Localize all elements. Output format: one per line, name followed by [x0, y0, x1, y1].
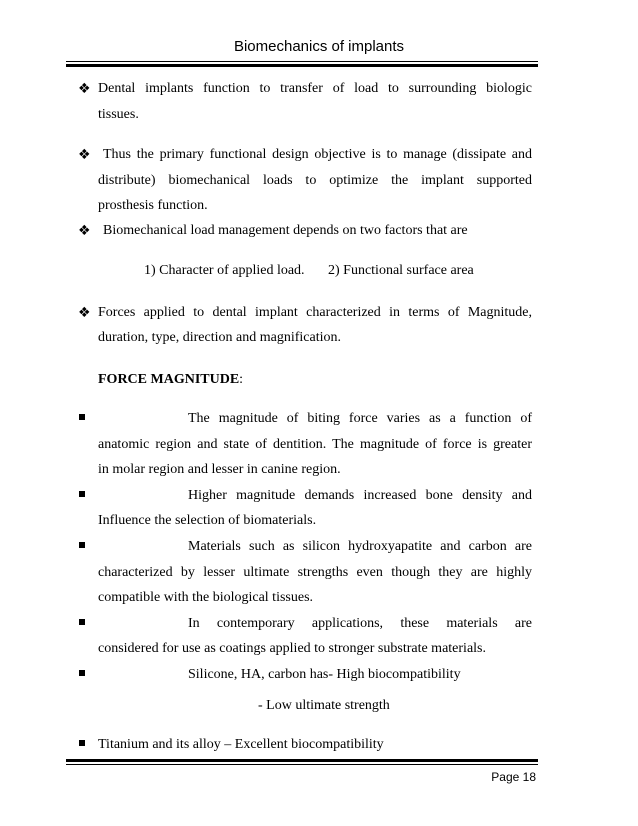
square-bullet-icon	[79, 670, 85, 676]
section-heading-colon: :	[239, 372, 244, 387]
item-4-line-2: considered for use as coatings applied to stronger substrate materials.	[98, 641, 486, 656]
bullet-1-line-2: tissues.	[98, 107, 139, 122]
diamond-bullet-icon: ❖	[78, 305, 91, 321]
section-heading	[98, 371, 243, 389]
item-5-line-2: - Low ultimate strength	[258, 698, 390, 713]
square-bullet-icon	[79, 491, 85, 497]
item-1-line-1: The magnitude of biting force varies as a function of	[188, 411, 532, 426]
item-5-line-1: Silicone, HA, carbon has- High biocompatibility	[188, 667, 461, 682]
header-rule	[66, 61, 538, 62]
item-3-line-2: characterized by lesser ultimate strengths even though they are highly	[98, 565, 532, 580]
factor-1: 1) Character of applied load.	[144, 263, 305, 278]
bullet-4-line-2: duration, type, direction and magnification.	[98, 330, 341, 345]
square-bullet-icon	[79, 740, 85, 746]
diamond-bullet-icon: ❖	[78, 81, 91, 97]
item-6-line-1: Titanium and its alloy – Excellent biocompatibility	[98, 737, 384, 752]
item-1-line-3: in molar region and lesser in canine region.	[98, 462, 341, 477]
bullet-2-line-1: Thus the primary functional design objective is to manage (dissipate and	[103, 147, 532, 162]
section-heading-text: FORCE MAGNITUDE	[98, 372, 240, 387]
factor-2: 2) Functional surface area	[328, 263, 474, 278]
bullet-4-line-1: Forces applied to dental implant characterized in terms of Magnitude,	[98, 305, 532, 320]
footer-rule	[66, 764, 538, 765]
footer-rule-thick	[66, 759, 538, 762]
square-bullet-icon	[79, 542, 85, 548]
square-bullet-icon	[79, 619, 85, 625]
page-number: Page 18	[491, 770, 536, 784]
bullet-2-line-2: distribute) biomechanical loads to optimize the implant supported	[98, 173, 532, 188]
diamond-bullet-icon: ❖	[78, 147, 91, 163]
item-1-line-2: anatomic region and state of dentition. The magnitude of force is greater	[98, 437, 532, 452]
diamond-bullet-icon: ❖	[78, 223, 91, 239]
square-bullet-icon	[79, 414, 85, 420]
bullet-2-line-3: prosthesis function.	[98, 198, 208, 213]
bullet-1-line-1: Dental implants function to transfer of load to surrounding biologic	[98, 81, 532, 96]
item-3-line-1: Materials such as silicon hydroxyapatite and carbon are	[188, 539, 532, 554]
item-2-line-1: Higher magnitude demands increased bone density and	[188, 488, 532, 503]
item-2-line-2: Influence the selection of biomaterials.	[98, 513, 317, 528]
item-3-line-3: compatible with the biological tissues.	[98, 590, 314, 605]
item-4-line-1: In contemporary applications, these materials are	[188, 616, 532, 631]
running-header: Biomechanics of implants	[233, 38, 405, 55]
header-rule-thick	[66, 64, 538, 67]
bullet-3-line-1: Biomechanical load management depends on two factors that are	[103, 223, 468, 238]
